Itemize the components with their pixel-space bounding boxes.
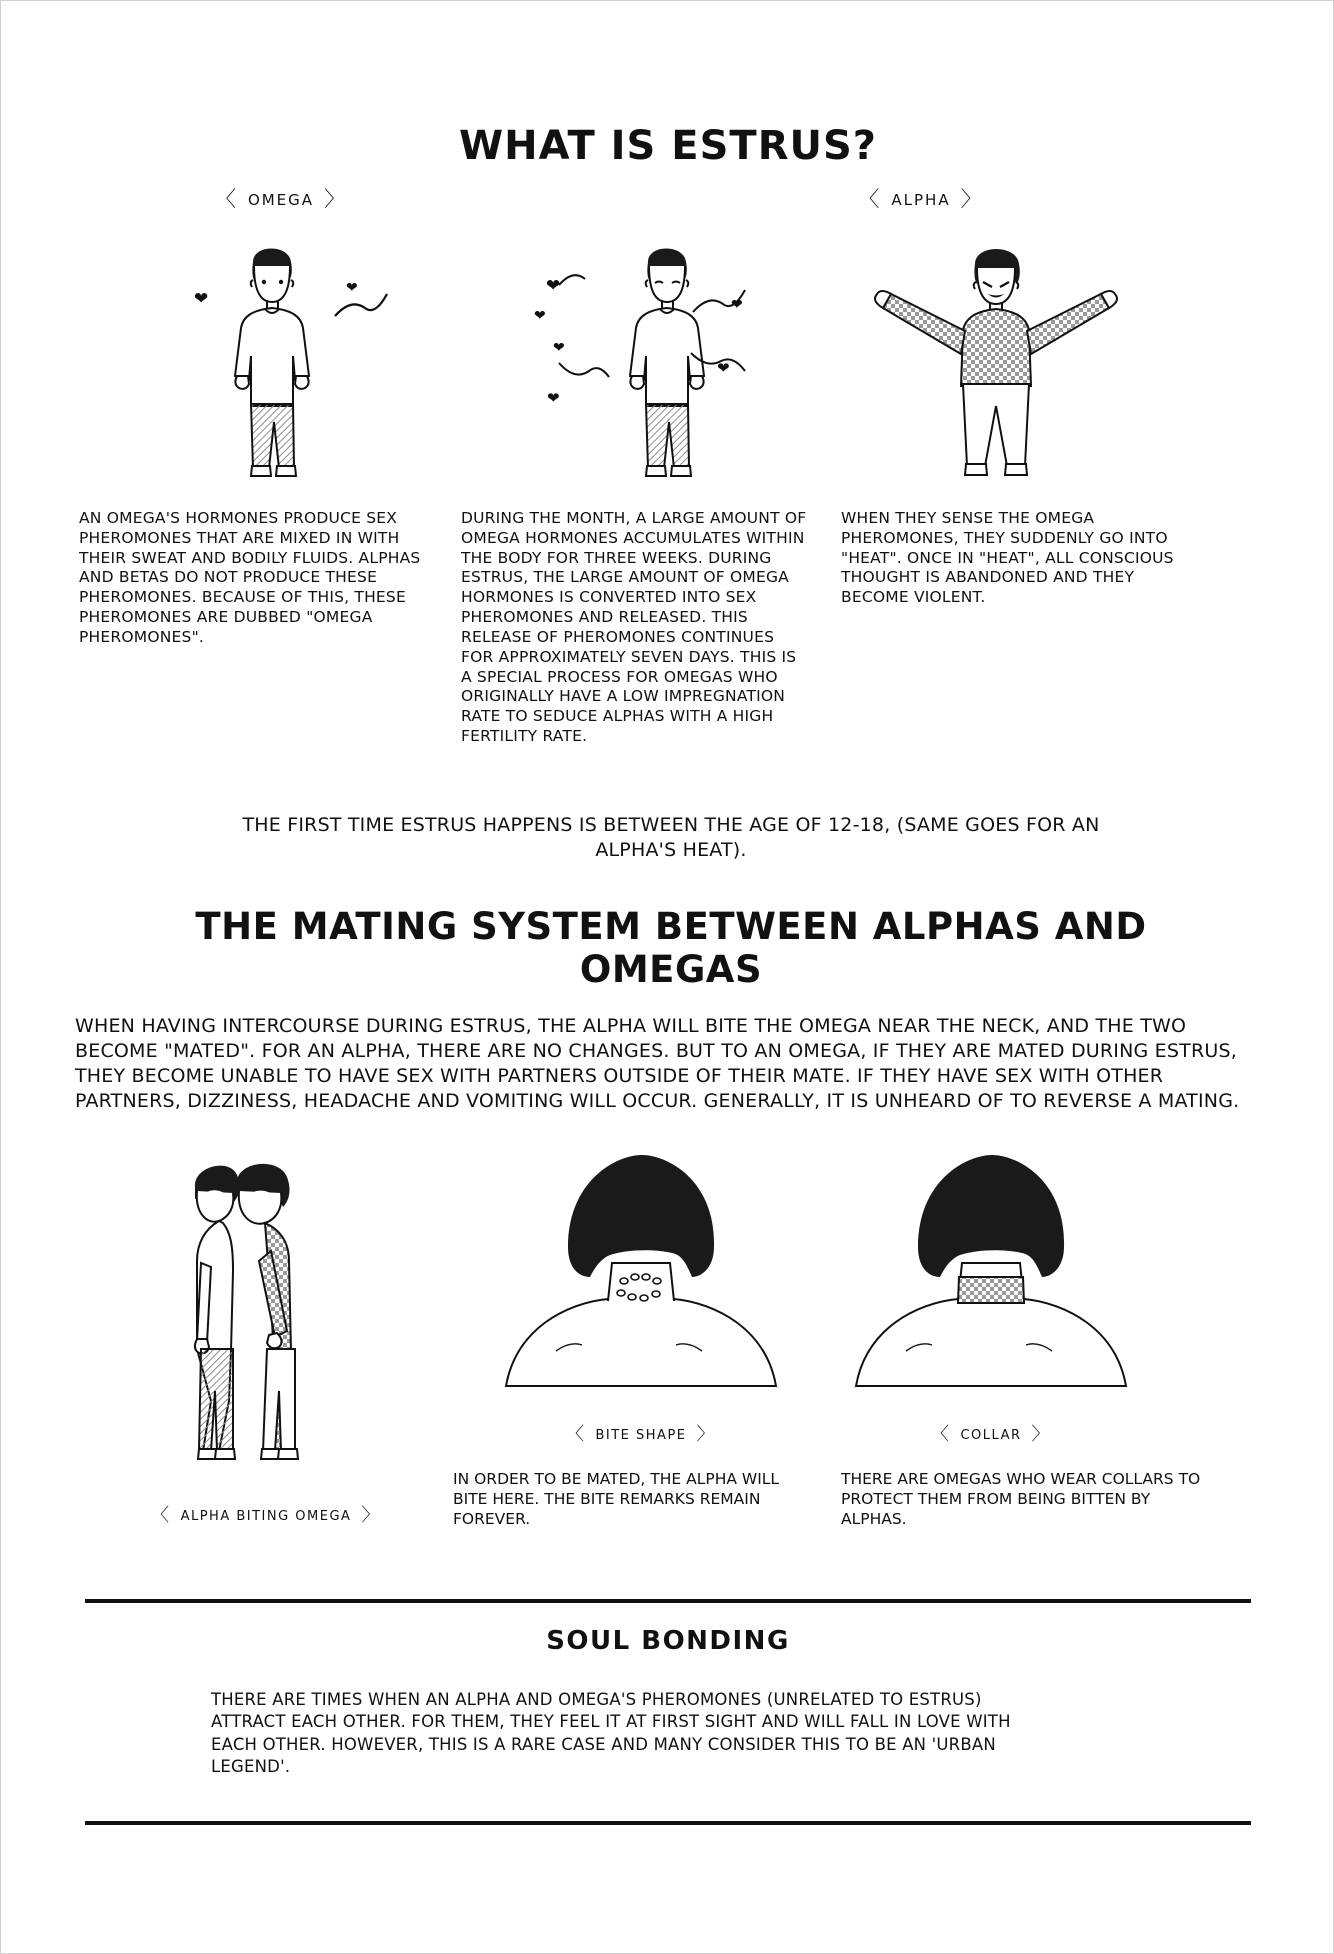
heart-icon: ❤ [534, 308, 546, 324]
figure-omega-standing-icon [181, 236, 391, 496]
label-bite-shape [501, 1425, 781, 1444]
heart-icon: ❤ [547, 389, 560, 407]
label-alpha-biting-omega-text: ALPHA BITING OMEGA [180, 1508, 352, 1524]
heart-icon: ❤ [346, 280, 358, 296]
bracket-left-icon: 〈 [214, 187, 238, 211]
figure-bite-shape-icon [496, 1151, 786, 1411]
divider-top [85, 1599, 1251, 1603]
bracket-right-icon: 〉 [960, 187, 984, 211]
estrus-column-1-text: AN OMEGA'S HORMONES PRODUCE SEX PHEROMONES THAT ARE MIXED IN WITH THEIR SWEAT AND BODILY FLUIDS. ALPHAS AND BETAS DO NOT PRODUCE THESE PHEROMONES. BECAUSE OF THIS, THESE PHEROMONES ARE DUBBED "OMEGA PHEROMONES". [79, 509, 421, 646]
pheromone-swirl-icon [557, 263, 603, 293]
label-alpha-text: ALPHA [891, 190, 951, 209]
section-soul-bonding-title: SOUL BONDING [546, 1626, 790, 1656]
bracket-left-icon: 〈 [151, 1505, 171, 1526]
pheromone-swirl-icon [331, 286, 391, 326]
section-mating-title: THE MATING SYSTEM BETWEEN ALPHAS AND OMEGAS [195, 905, 1147, 991]
bracket-right-icon: 〉 [696, 1424, 716, 1445]
divider-bottom [85, 1821, 1251, 1825]
bracket-right-icon: 〉 [324, 187, 348, 211]
label-alpha [781, 189, 1061, 210]
bracket-right-icon: 〉 [361, 1505, 381, 1526]
figure-alpha-icon [871, 236, 1121, 496]
figure-collar-icon [846, 1151, 1136, 1411]
heart-icon: ❤ [546, 276, 561, 296]
soul-bonding-text: THERE ARE TIMES WHEN AN ALPHA AND OMEGA'S PHEROMONES (UNRELATED TO ESTRUS) ATTRACT EACH OTHER. FOR THEM, THEY FEEL IT AT FIRST SIGHT AND WILL FALL IN LOVE WITH EACH OTHER. HOWEVER, THIS IS A RARE CASE AND MANY CONSIDER THIS TO BE AN 'URBAN LEGEND'. [211, 1690, 1011, 1776]
pheromone-swirl-icon [691, 284, 751, 324]
label-omega-text: OMEGA [247, 190, 315, 209]
estrus-footnote-text: THE FIRST TIME ESTRUS HAPPENS IS BETWEEN THE AGE OF 12-18, (SAME GOES FOR AN ALPHA'S HEAT). [242, 814, 1100, 862]
bracket-left-icon: 〈 [930, 1424, 951, 1445]
page-title: WHAT IS ESTRUS? [459, 123, 877, 169]
label-alpha-biting-omega [111, 1506, 421, 1525]
pheromone-swirl-icon [689, 347, 749, 391]
collar-caption-text: THERE ARE OMEGAS WHO WEAR COLLARS TO PROTECT THEM FROM BEING BITTEN BY ALPHAS. [841, 1470, 1201, 1529]
label-bite-shape-text: BITE SHAPE [595, 1427, 687, 1443]
bracket-right-icon: 〉 [1031, 1424, 1052, 1445]
heart-icon: ❤ [731, 297, 743, 313]
bracket-left-icon: 〈 [858, 187, 882, 211]
document-content [1, 1, 1334, 1954]
estrus-column-2-text: DURING THE MONTH, A LARGE AMOUNT OF OMEGA HORMONES ACCUMULATES WITHIN THE BODY FOR THREE WEEKS. DURING ESTRUS, THE LARGE AMOUNT OF OMEGA HORMONES IS CONVERTED INTO SEX PHEROMONES AND RELEASED. THIS RELEASE OF PHEROMONES CONTINUES FOR APPROXIMATELY SEVEN DAYS. THIS IS A SPECIAL PROCESS FOR OMEGAS WHO ORIGINALLY HAVE A LOW IMPREGNATION RATE TO SEDUCE ALPHAS WITH A HIGH FERTILITY RATE. [461, 509, 807, 746]
heart-icon: ❤ [553, 340, 565, 356]
label-collar-text: COLLAR [960, 1427, 1022, 1443]
heart-icon: ❤ [717, 359, 730, 377]
label-omega [141, 189, 421, 210]
label-collar [851, 1425, 1131, 1444]
bite-caption-text: IN ORDER TO BE MATED, THE ALPHA WILL BITE HERE. THE BITE REMARKS REMAIN FOREVER. [453, 1470, 780, 1529]
estrus-column-3-text: WHEN THEY SENSE THE OMEGA PHEROMONES, THEY SUDDENLY GO INTO "HEAT". ONCE IN "HEAT", ALL CONSCIOUS THOUGHT IS ABANDONED AND THEY BECOME VIOLENT. [841, 509, 1174, 607]
mating-intro-text: WHEN HAVING INTERCOURSE DURING ESTRUS, THE ALPHA WILL BITE THE OMEGA NEAR THE NECK, AND THE TWO BECOME "MATED". FOR AN ALPHA, THERE ARE NO CHANGES. BUT TO AN OMEGA, IF THEY ARE MATED DURING ESTRUS, THEY BECOME UNABLE TO HAVE SEX WITH PARTNERS OUTSIDE OF THEIR MATE. IF THEY HAVE SEX WITH OTHER PARTNERS, DIZZINESS, HEADACHE AND VOMITING WILL OCCUR. GENERALLY, IT IS UNHEARD OF TO REVERSE A MATING. [75, 1015, 1240, 1113]
bracket-left-icon: 〈 [565, 1424, 586, 1445]
pheromone-swirl-icon [557, 353, 611, 393]
heart-icon: ❤ [194, 289, 209, 309]
figure-alpha-biting-omega-icon [171, 1151, 351, 1526]
